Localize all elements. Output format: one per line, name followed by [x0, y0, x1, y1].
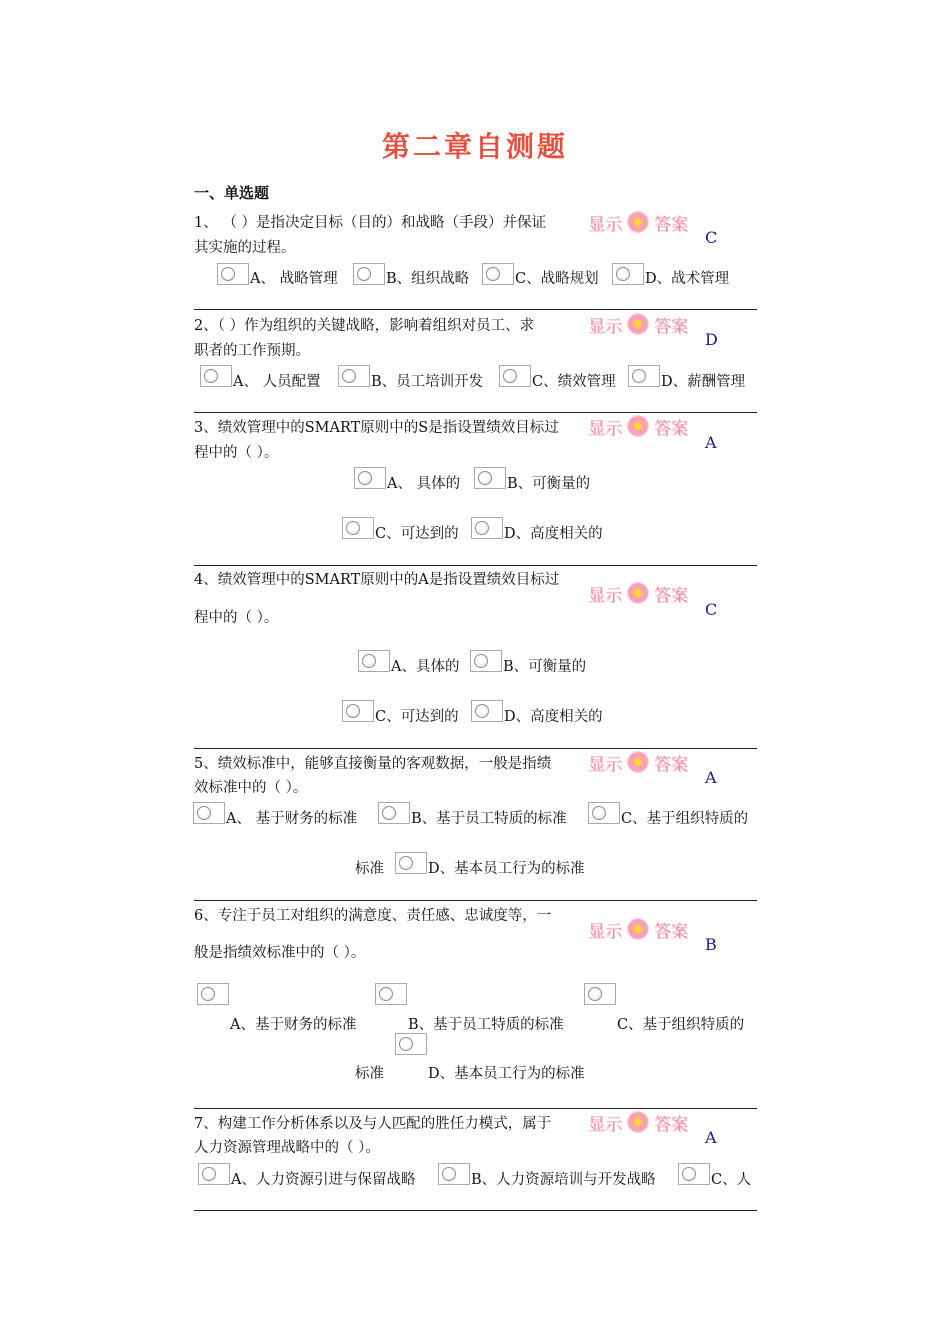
- question-6-text: 6、专注于员工对组织的满意度、责任感、忠诚度等，一: [194, 908, 552, 924]
- divider: [194, 1210, 757, 1211]
- flower-icon: [627, 415, 649, 437]
- radio-option-b[interactable]: [438, 1163, 470, 1185]
- show-answer-button[interactable]: 显示 答案: [588, 917, 706, 941]
- question-1-text: 1、 （ ）是指决定目标（目的）和战略（手段）并保证: [194, 215, 546, 231]
- answer-letter: C: [705, 228, 718, 247]
- option-label-b: B、基于员工特质的标准: [411, 811, 567, 827]
- option-label-c-cont: 标准: [355, 1066, 384, 1082]
- option-label-a: A、 人员配置: [233, 374, 321, 390]
- radio-option-c[interactable]: [342, 700, 374, 722]
- answer-letter: A: [705, 1128, 717, 1147]
- question-4-text: 4、绩效管理中的SMART原则中的A是指设置绩效目标过: [194, 572, 560, 588]
- option-label-b: B、人力资源培训与开发战略: [471, 1172, 656, 1188]
- question-7-text: 7、构建工作分析体系以及与人匹配的胜任力模式，属于: [194, 1116, 552, 1132]
- show-answer-button[interactable]: 显示 答案: [588, 581, 706, 605]
- show-answer-button[interactable]: 显示 答案: [588, 210, 706, 234]
- option-label-c: C、可达到的: [375, 526, 459, 542]
- answer-letter: B: [705, 935, 717, 954]
- option-label-c-cont: 标准: [355, 861, 384, 877]
- option-label-a: A、 基于财务的标准: [226, 811, 358, 827]
- radio-option-a[interactable]: [198, 1163, 230, 1185]
- show-answer-button[interactable]: 显示 答案: [588, 750, 706, 774]
- question-6-text-cont: 般是指绩效标准中的（ ）。: [194, 945, 366, 961]
- question-4-text-cont: 程中的（ ）。: [194, 610, 279, 626]
- radio-option-a[interactable]: [217, 263, 249, 285]
- radio-option-d[interactable]: [471, 517, 503, 539]
- option-label-c: C、基于组织特质的: [621, 811, 749, 827]
- radio-option-d[interactable]: [395, 852, 427, 874]
- radio-option-c[interactable]: [584, 983, 616, 1005]
- option-label-b: B、可衡量的: [507, 476, 591, 492]
- flower-icon: [627, 918, 649, 940]
- radio-option-d[interactable]: [628, 365, 660, 387]
- question-2-text: 2、（ ）作为组织的关键战略，影响着组织对员工、求: [194, 318, 535, 334]
- option-label-a: A、具体的: [391, 659, 460, 675]
- radio-option-d[interactable]: [395, 1033, 427, 1055]
- divider: [194, 900, 757, 901]
- divider: [194, 309, 757, 310]
- radio-option-a[interactable]: [358, 650, 390, 672]
- radio-option-c[interactable]: [342, 517, 374, 539]
- option-label-a: A、基于财务的标准: [230, 1017, 357, 1033]
- section-heading: 一、单选题: [194, 184, 270, 202]
- option-label-d: D、高度相关的: [504, 709, 603, 725]
- radio-option-b[interactable]: [378, 802, 410, 824]
- question-5-text-cont: 效标准中的（ ）。: [194, 780, 308, 796]
- answer-letter: C: [705, 600, 718, 619]
- option-label-b: B、员工培训开发: [371, 374, 484, 390]
- show-answer-button[interactable]: 显示 答案: [588, 414, 706, 438]
- option-label-d: D、基本员工行为的标准: [428, 1066, 585, 1082]
- radio-option-b[interactable]: [470, 650, 502, 672]
- radio-option-c[interactable]: [588, 802, 620, 824]
- option-label-b: B、基于员工特质的标准: [408, 1017, 564, 1033]
- option-label-a: A、人力资源引进与保留战略: [231, 1172, 416, 1188]
- option-label-a: A、 具体的: [387, 476, 461, 492]
- radio-option-b[interactable]: [375, 983, 407, 1005]
- radio-option-b[interactable]: [474, 467, 506, 489]
- radio-option-b[interactable]: [353, 263, 385, 285]
- answer-letter: D: [705, 330, 718, 349]
- flower-icon: [627, 1111, 649, 1133]
- option-label-a: A、 战略管理: [250, 271, 338, 287]
- option-label-c: C、人: [711, 1172, 752, 1188]
- radio-option-c[interactable]: [678, 1163, 710, 1185]
- answer-letter: A: [705, 433, 717, 452]
- radio-option-b[interactable]: [338, 365, 370, 387]
- radio-option-a[interactable]: [193, 802, 225, 824]
- radio-option-a[interactable]: [200, 365, 232, 387]
- option-label-d: D、战术管理: [645, 271, 730, 287]
- answer-letter: A: [705, 768, 717, 787]
- option-label-b: B、组织战略: [386, 271, 470, 287]
- question-3-text-cont: 程中的（ ）。: [194, 445, 279, 461]
- option-label-c: C、可达到的: [375, 709, 459, 725]
- question-1-text-cont: 其实施的过程。: [194, 240, 296, 256]
- option-label-c: C、战略规划: [515, 271, 599, 287]
- divider: [194, 565, 757, 566]
- option-label-c: C、基于组织特质的: [617, 1017, 745, 1033]
- radio-option-c[interactable]: [499, 365, 531, 387]
- option-label-d: D、基本员工行为的标准: [428, 861, 585, 877]
- question-7-text-cont: 人力资源管理战略中的（ ）。: [194, 1140, 380, 1156]
- flower-icon: [627, 751, 649, 773]
- question-3-text: 3、绩效管理中的SMART原则中的S是指设置绩效目标过: [194, 420, 559, 436]
- question-2-text-cont: 职者的工作预期。: [194, 343, 310, 359]
- option-label-d: D、薪酬管理: [661, 374, 746, 390]
- question-5-text: 5、绩效标准中，能够直接衡量的客观数据，一般是指绩: [194, 756, 552, 772]
- page-title: 第二章自测题: [381, 130, 568, 163]
- flower-icon: [627, 313, 649, 335]
- radio-option-d[interactable]: [471, 700, 503, 722]
- radio-option-a[interactable]: [354, 467, 386, 489]
- option-label-c: C、绩效管理: [532, 374, 616, 390]
- option-label-b: B、可衡量的: [503, 659, 587, 675]
- show-answer-button[interactable]: 显示 答案: [588, 1110, 706, 1134]
- radio-option-a[interactable]: [197, 983, 229, 1005]
- radio-option-d[interactable]: [612, 263, 644, 285]
- option-label-d: D、高度相关的: [504, 526, 603, 542]
- flower-icon: [627, 211, 649, 233]
- radio-option-c[interactable]: [482, 263, 514, 285]
- show-answer-button[interactable]: 显示 答案: [588, 312, 706, 336]
- flower-icon: [627, 582, 649, 604]
